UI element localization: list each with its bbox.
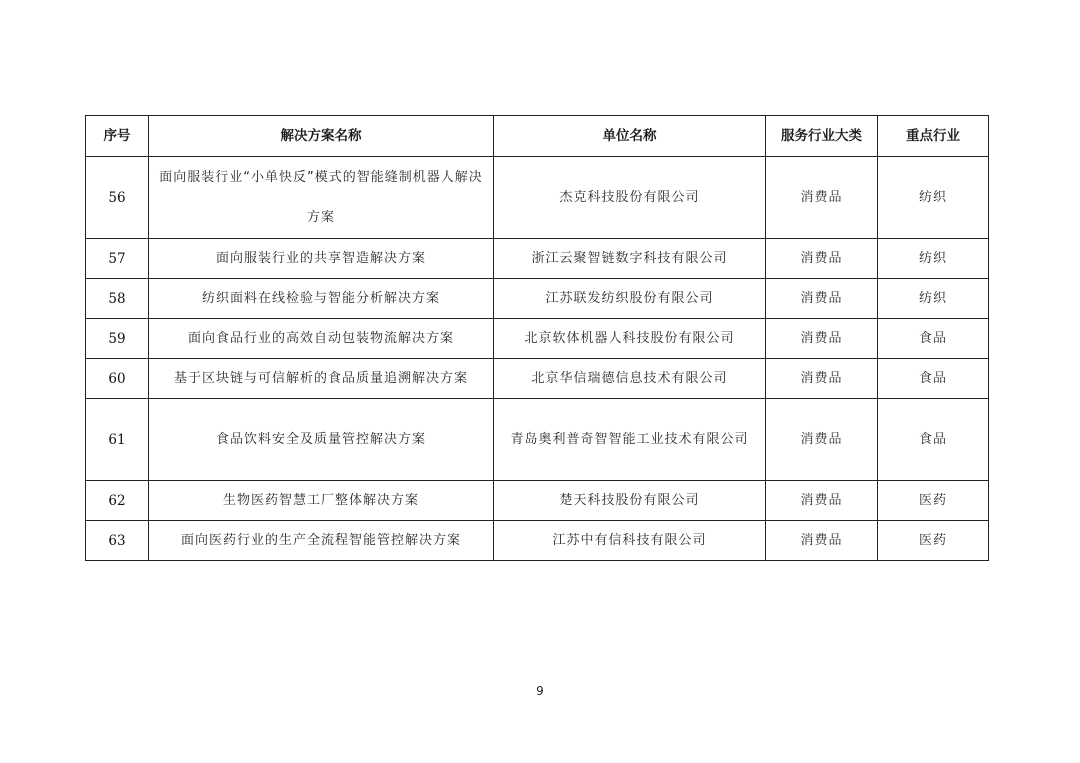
row-key-industry: 食品: [878, 319, 989, 359]
row-company-name: 杰克科技股份有限公司: [494, 157, 766, 239]
table-row: [86, 481, 989, 521]
row-key-industry: 纺织: [878, 157, 989, 239]
table-row: [86, 157, 989, 239]
row-solution-name: 面向医药行业的生产全流程智能管控解决方案: [149, 521, 494, 561]
row-index: 63: [86, 521, 149, 561]
table-row: [86, 521, 989, 561]
table-row: [86, 279, 989, 319]
row-index: 59: [86, 319, 149, 359]
row-service-category: 消费品: [766, 481, 878, 521]
page-number: 9: [536, 684, 544, 698]
header-service-category: 服务行业大类: [766, 116, 878, 157]
row-service-category: 消费品: [766, 157, 878, 239]
row-index: 58: [86, 279, 149, 319]
row-index: 56: [86, 157, 149, 239]
header-company-name: 单位名称: [494, 116, 766, 157]
row-service-category: 消费品: [766, 359, 878, 399]
header-solution-name: 解决方案名称: [149, 116, 494, 157]
row-solution-name: 生物医药智慧工厂整体解决方案: [149, 481, 494, 521]
row-service-category: 消费品: [766, 239, 878, 279]
row-company-name: 楚天科技股份有限公司: [494, 481, 766, 521]
row-key-industry: 医药: [878, 521, 989, 561]
row-solution-name: 面向服装行业“小单快反”模式的智能缝制机器人解决方案: [149, 157, 494, 239]
row-service-category: 消费品: [766, 279, 878, 319]
row-service-category: 消费品: [766, 521, 878, 561]
row-company-name: 江苏联发纺织股份有限公司: [494, 279, 766, 319]
row-company-name: 江苏中有信科技有限公司: [494, 521, 766, 561]
row-key-industry: 纺织: [878, 279, 989, 319]
header-index: 序号: [86, 116, 149, 157]
row-company-name: 青岛奥利普奇智智能工业技术有限公司: [494, 399, 766, 481]
table-row: [86, 239, 989, 279]
row-solution-name: 纺织面料在线检验与智能分析解决方案: [149, 279, 494, 319]
row-key-industry: 医药: [878, 481, 989, 521]
row-index: 61: [86, 399, 149, 481]
row-key-industry: 食品: [878, 359, 989, 399]
header-key-industry: 重点行业: [878, 116, 989, 157]
row-company-name: 北京软体机器人科技股份有限公司: [494, 319, 766, 359]
row-index: 60: [86, 359, 149, 399]
solutions-table: [85, 115, 989, 561]
row-service-category: 消费品: [766, 399, 878, 481]
row-company-name: 北京华信瑞德信息技术有限公司: [494, 359, 766, 399]
table-row: [86, 319, 989, 359]
row-solution-name: 面向食品行业的高效自动包装物流解决方案: [149, 319, 494, 359]
table-header-row: [86, 116, 989, 157]
row-key-industry: 纺织: [878, 239, 989, 279]
table-row: [86, 399, 989, 481]
row-company-name: 浙江云聚智链数字科技有限公司: [494, 239, 766, 279]
row-solution-name: 基于区块链与可信解析的食品质量追溯解决方案: [149, 359, 494, 399]
row-solution-name: 面向服装行业的共享智造解决方案: [149, 239, 494, 279]
row-index: 62: [86, 481, 149, 521]
table-row: [86, 359, 989, 399]
row-solution-name: 食品饮料安全及质量管控解决方案: [149, 399, 494, 481]
row-index: 57: [86, 239, 149, 279]
row-key-industry: 食品: [878, 399, 989, 481]
row-service-category: 消费品: [766, 319, 878, 359]
